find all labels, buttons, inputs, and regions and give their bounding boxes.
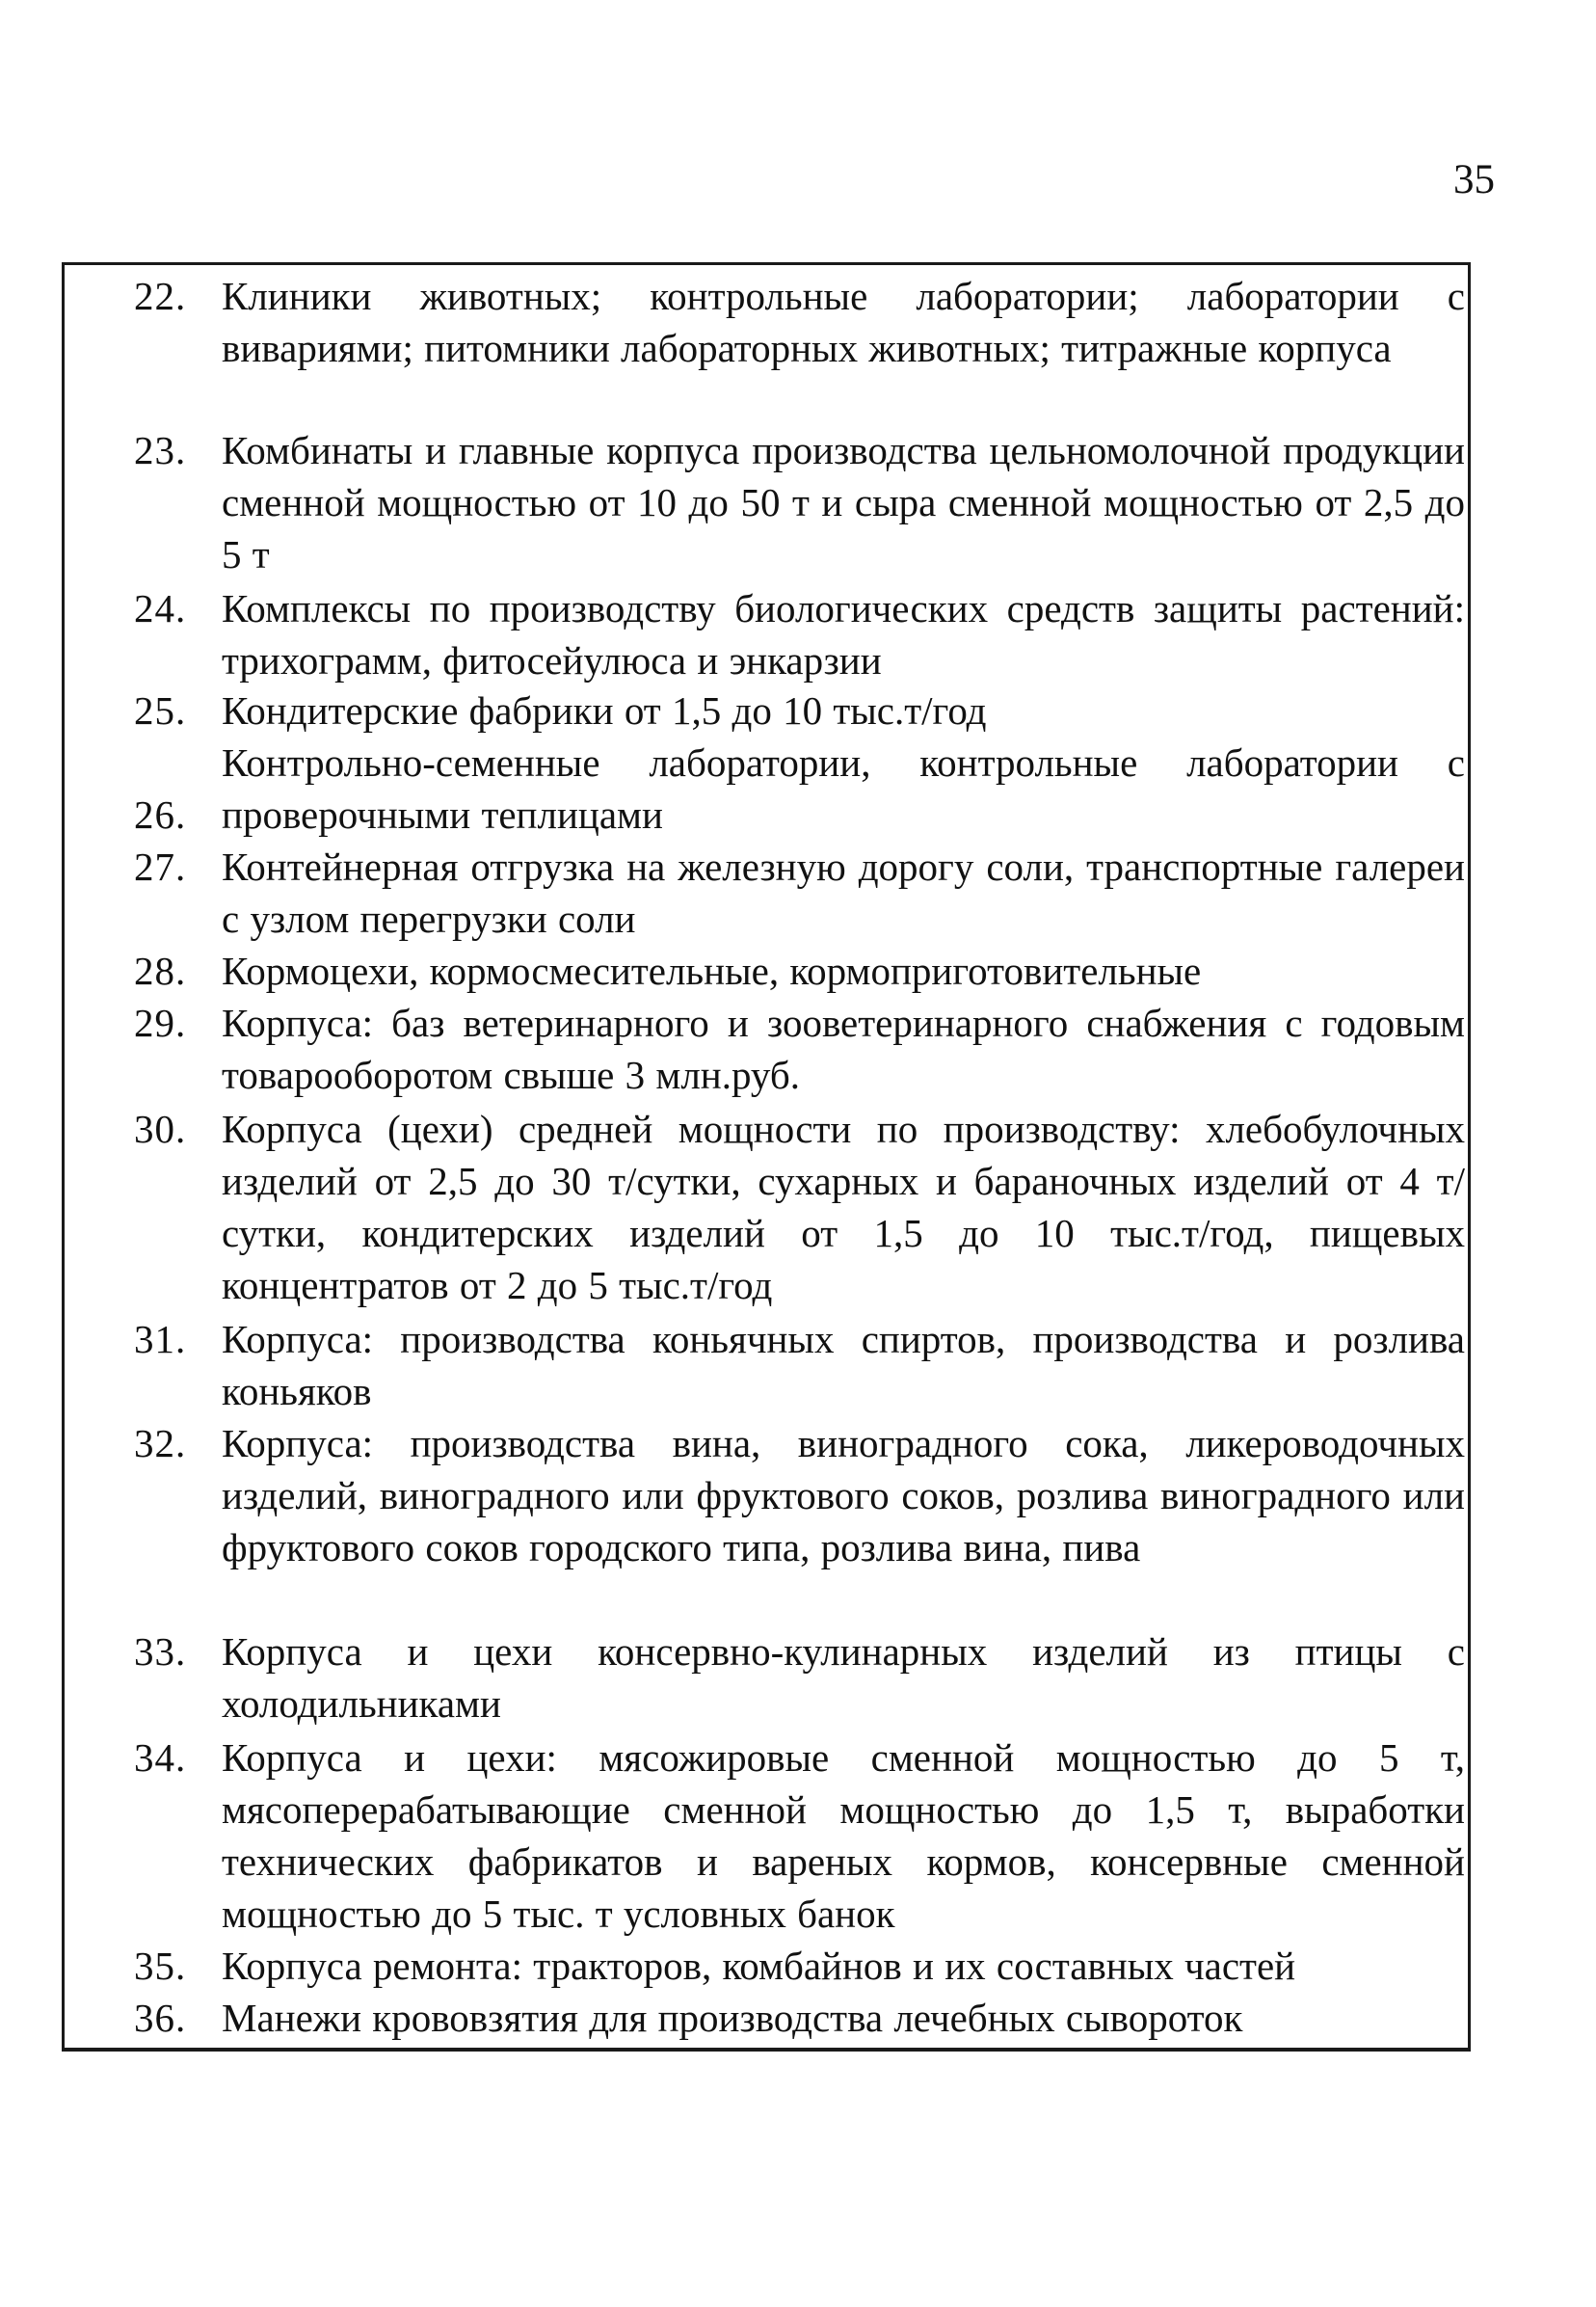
- item-text: Корпуса: производства вина, виноградного сока, ликероводочных изделий, виноградного или фруктового соков, розлива виноградного или фруктового соков городского типа, розлива вина, пива: [222, 1421, 1465, 1569]
- item-text: Кондитерские фабрики от 1,5 до 10 тыс.т/год: [222, 688, 987, 733]
- item-text: Комбинаты и главные корпуса производства цельномолочной продукции сменной мощностью от 10 до 50 т и сыра сменной мощностью от 2,5 до 5 т: [222, 428, 1465, 577]
- item-number: 26.: [134, 792, 187, 837]
- item-number: 31.: [134, 1317, 187, 1361]
- item-text: Корпуса и цехи: мясожировые сменной мощностью до 5 т, мясоперерабатывающие сменной мощностью до 1,5 т, выработки технических фабрикатов и вареных кормов, консервные сменной мощностью до 5 тыс. т условных банок: [222, 1735, 1465, 1936]
- item-text: Манежи крововзятия для производства лечебных сывороток: [222, 1996, 1243, 2040]
- item-number: 30.: [134, 1107, 187, 1151]
- page-number: 35: [1453, 157, 1495, 202]
- item-text: Корпуса: баз ветеринарного и зооветеринарного снабжения с годовым товарооборотом свыше 3 млн.руб.: [222, 1001, 1465, 1097]
- item-number: 35.: [134, 1944, 187, 1988]
- item-number: 25.: [134, 688, 187, 733]
- item-text: Корпуса: производства коньячных спиртов, производства и розлива коньяков: [222, 1317, 1465, 1413]
- item-number: 29.: [134, 1001, 187, 1045]
- item-text: Контейнерная отгрузка на железную дорогу соли, транспортные галереи с узлом перегрузки соли: [222, 845, 1465, 941]
- item-text: Корпуса (цехи) средней мощности по производству: хлебобулочных изделий от 2,5 до 30 т/сутки, сухарных и бараночных изделий от 4 т/сутки, кондитерских изделий от 1,5 до 10 тыс.т/год, пищевых концентратов от 2 до 5 тыс.т/год: [222, 1107, 1465, 1307]
- item-number: 33.: [134, 1629, 187, 1674]
- item-number: 32.: [134, 1421, 187, 1465]
- item-text: Клиники животных; контрольные лаборатории; лаборатории с вивариями; питомники лабораторных животных; титражные корпуса: [222, 274, 1465, 370]
- item-number: 23.: [134, 428, 187, 472]
- item-text: Контрольно-семенные лаборатории, контрольные лаборатории с проверочными теплицами: [222, 740, 1465, 837]
- item-number: 34.: [134, 1735, 187, 1780]
- item-number: 22.: [134, 274, 187, 318]
- item-number: 24.: [134, 586, 187, 630]
- item-text: Кормоцехи, кормосмесительные, кормоприготовительные: [222, 949, 1202, 993]
- item-number: 27.: [134, 845, 187, 889]
- item-text: Комплексы по производству биологических средств защиты растений: трихограмм, фитосейулюса и энкарзии: [222, 586, 1465, 683]
- item-number: 36.: [134, 1996, 187, 2040]
- item-text: Корпуса ремонта: тракторов, комбайнов и их составных частей: [222, 1944, 1296, 1988]
- item-text: Корпуса и цехи консервно-кулинарных изделий из птицы с холодильниками: [222, 1629, 1465, 1726]
- item-number: 28.: [134, 949, 187, 993]
